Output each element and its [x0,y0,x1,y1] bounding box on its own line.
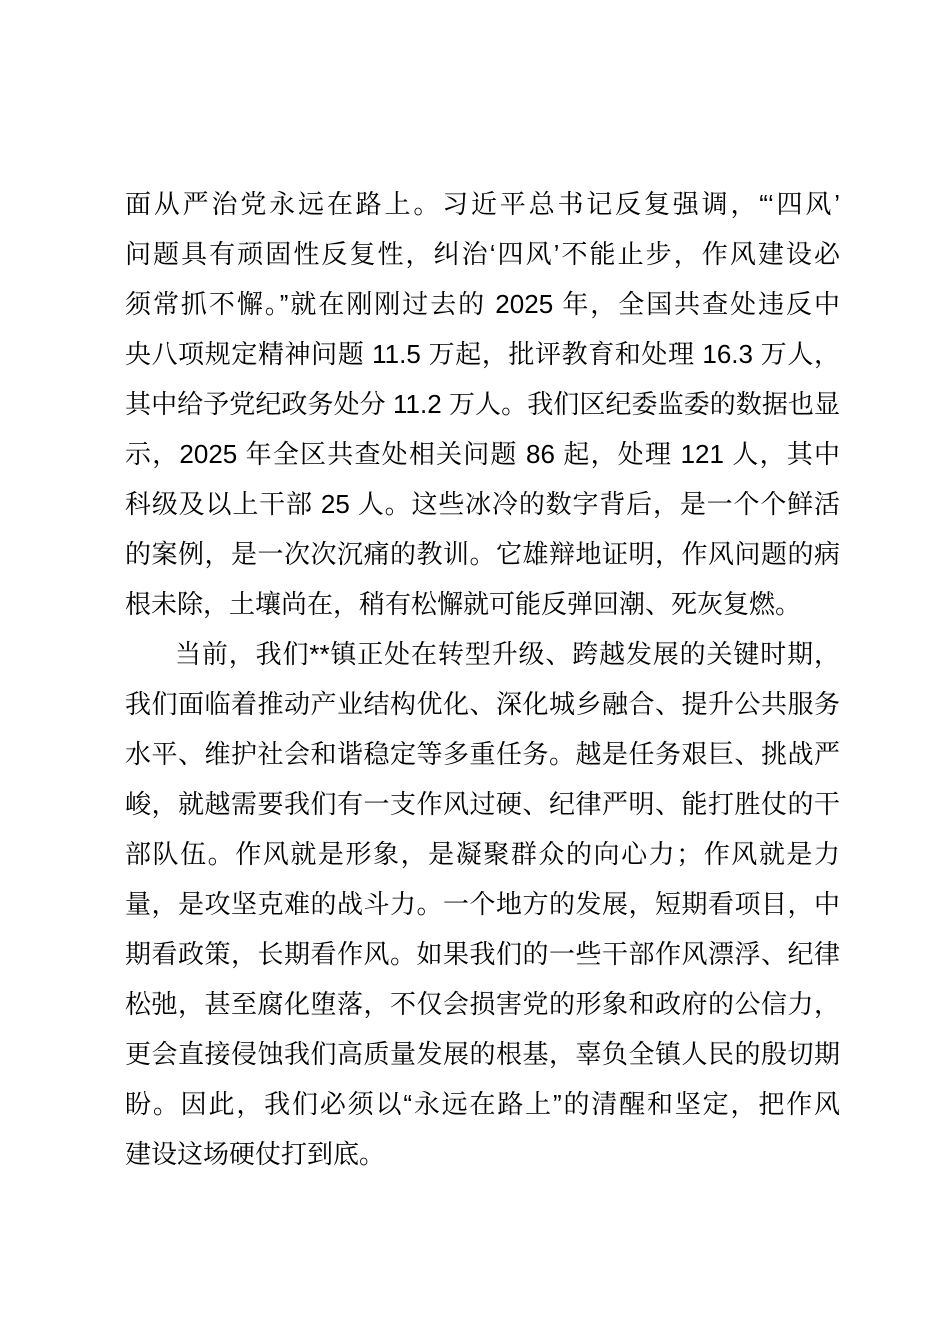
text-line: 央八项规定精神问题 11.5 万起，批评教育和处理 16.3 万人， [125,339,840,369]
text-line: 须常抓不懈。”就在刚刚过去的 2025 年，全国共查处违反中 [125,289,840,319]
text-line: 期看政策，长期看作风。如果我们的一些干部作风漂浮、纪律 [125,939,840,969]
text-line: 面从严治党永远在路上。习近平总书记反复强调，“‘四风’ [125,189,840,219]
text-line: 更会直接侵蚀我们高质量发展的根基，辜负全镇人民的殷切期 [125,1039,840,1069]
text-line: 我们面临着推动产业结构优化、深化城乡融合、提升公共服务 [125,689,840,719]
text-line: 建设这场硬仗打到底。 [125,1139,386,1169]
text-line: 科级及以上干部 25 人。这些冰冷的数字背后，是一个个鲜活 [125,489,840,519]
document-body [125,179,840,1179]
text-line: 的案例，是一次次沉痛的教训。它雄辩地证明，作风问题的病 [125,539,840,569]
text-line: 松弛，甚至腐化堕落，不仅会损害党的形象和政府的公信力， [125,989,840,1019]
text-line: 其中给予党纪政务处分 11.2 万人。我们区纪委监委的数据也显 [125,389,840,419]
text-line: 当前，我们**镇正处在转型升级、跨越发展的关键时期， [175,639,840,669]
text-line: 盼。因此，我们必须以“永远在路上”的清醒和坚定，把作风 [125,1089,840,1119]
paragraph [125,629,840,1179]
text-line: 根未除，土壤尚在，稍有松懈就可能反弹回潮、死灰复燃。 [125,589,802,619]
paragraph [125,179,840,629]
text-line: 示，2025 年全区共查处相关问题 86 起，处理 121 人，其中 [125,439,840,469]
text-line: 部队伍。作风就是形象，是凝聚群众的向心力；作风就是力 [125,839,840,869]
text-line: 峻，就越需要我们有一支作风过硬、纪律严明、能打胜仗的干 [125,789,840,819]
text-line: 问题具有顽固性反复性，纠治‘四风’不能止步，作风建设必 [125,239,840,269]
text-line: 水平、维护社会和谐稳定等多重任务。越是任务艰巨、挑战严 [125,739,840,769]
text-line: 量，是攻坚克难的战斗力。一个地方的发展，短期看项目，中 [125,889,840,919]
